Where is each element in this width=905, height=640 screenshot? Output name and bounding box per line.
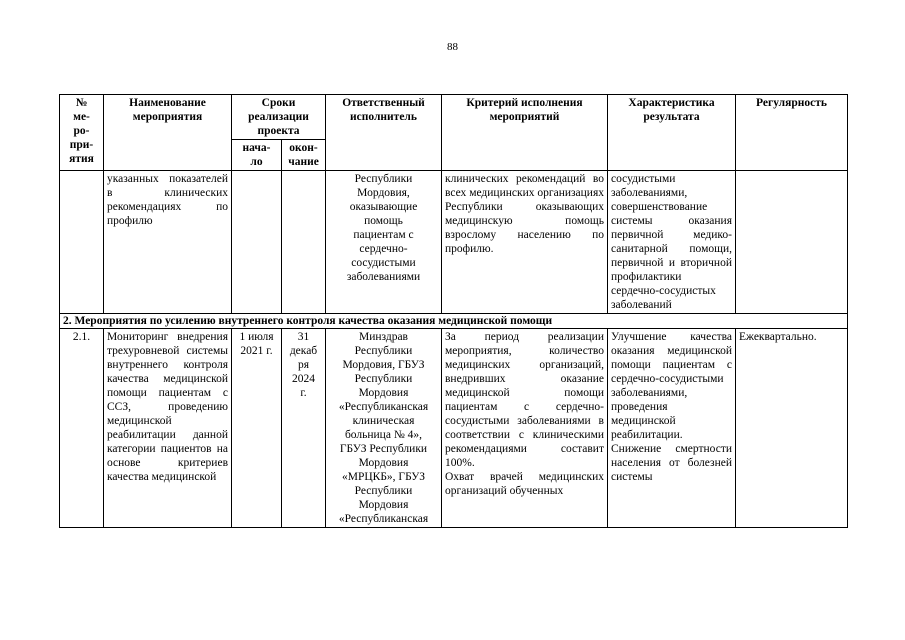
header-end: окон- чание: [282, 140, 326, 171]
cell-name: Мониторинг внедрения трехуровневой системы внутреннего контроля качества медицинской помощи пациентам с ССЗ, проведению медицинской реабилитации данной категории пациентов на основе критериев качества медицинской: [104, 329, 232, 528]
cell-end: [282, 171, 326, 314]
table-row-2-1: [60, 329, 848, 528]
cell-regularity: [736, 171, 848, 314]
header-criterion: Критерий исполнения мероприятий: [442, 95, 608, 171]
cell-end: 31 декаб ря 2024 г.: [282, 329, 326, 528]
table-row-continuation: [60, 171, 848, 314]
cell-result: сосудистыми заболеваниями, совершенствование системы оказания первичной медико-санитарной помощи, первичной и вторичной профилактики сердечно-сосудистых заболеваний: [608, 171, 736, 314]
measures-table: [59, 94, 848, 528]
header-result: Характеристика результата: [608, 95, 736, 171]
header-regularity: Регулярность: [736, 95, 848, 171]
cell-responsible: Минздрав Республики Мордовия, ГБУЗ Республики Мордовия «Республиканская клиническая больница № 4», ГБУЗ Республики Мордовия «МРЦКБ», ГБУЗ Республики Мордовия «Республиканская: [326, 329, 442, 528]
section-row: [60, 314, 848, 329]
cell-name: указанных показателей в клинических рекомендациях по профилю: [104, 171, 232, 314]
page-number: 88: [447, 41, 458, 53]
header-name: Наименование мероприятия: [104, 95, 232, 171]
header-num: № ме- ро- при- ятия: [60, 95, 104, 171]
cell-regularity: Ежеквартально.: [736, 329, 848, 528]
cell-start: 1 июля 2021 г.: [232, 329, 282, 528]
cell-criterion: клинических рекомендаций во всех медицинских организациях Республики оказывающих медицинскую помощь взрослому населению по профилю.: [442, 171, 608, 314]
header-row: [60, 95, 848, 140]
header-terms: Сроки реализации проекта: [232, 95, 326, 140]
section-title: 2. Мероприятия по усилению внутреннего контроля качества оказания медицинской помощи: [60, 314, 848, 329]
cell-responsible: Республики Мордовия, оказывающие помощь пациентам с сердечно- сосудистыми заболеваниями: [326, 171, 442, 314]
header-responsible: Ответственный исполнитель: [326, 95, 442, 171]
cell-start: [232, 171, 282, 314]
header-start: нача- ло: [232, 140, 282, 171]
cell-criterion: За период реализации мероприятия, количество медицинских организаций, внедривших оказание медицинской помощи пациентам с сердечно-сосудистыми заболеваниями в соответствии с клиническими рекомендациями составит 100%. Охват врачей медицинских организаций обученных: [442, 329, 608, 528]
cell-num: [60, 171, 104, 314]
cell-num: 2.1.: [60, 329, 104, 528]
cell-result: Улучшение качества оказания медицинской помощи пациентам с сердечно-сосудистыми заболеваниями, проведения медицинской реабилитации. Снижение смертности населения от болезней системы: [608, 329, 736, 528]
